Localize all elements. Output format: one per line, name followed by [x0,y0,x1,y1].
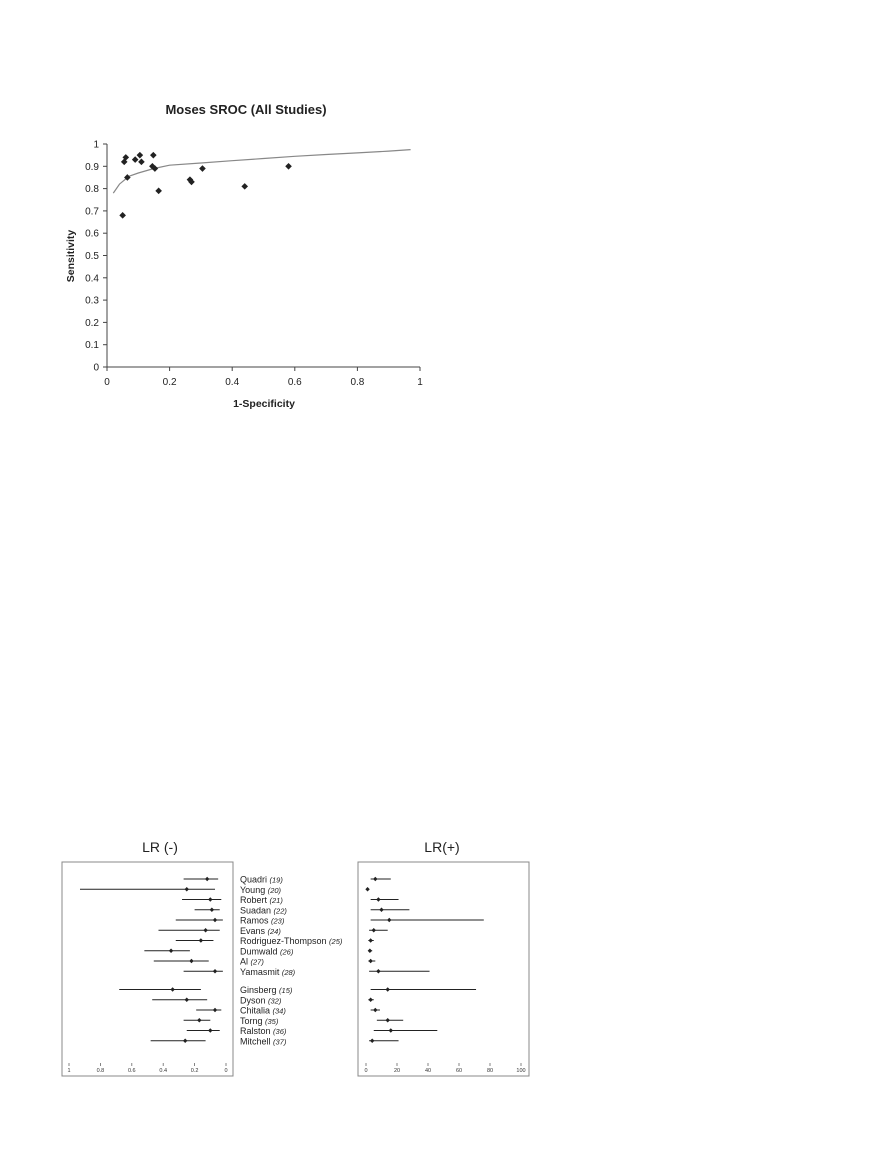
study-reference: (23) [271,916,285,926]
study-name: Ramos [240,915,272,926]
sroc-chart [65,102,423,410]
sroc-y-axis-label: Sensitivity [65,229,77,283]
lr-neg-tick-label: 0 [224,1068,228,1074]
y-tick-label: 0.4 [85,273,99,285]
study-name: Evans [240,925,268,936]
study-reference: (35) [265,1016,279,1026]
study-label [240,1006,286,1016]
lr-neg-tick-label: 0.4 [159,1068,168,1074]
y-tick-label: 0.9 [85,161,99,173]
study-label [240,875,283,885]
study-label [240,905,287,915]
y-tick-label: 0.3 [85,295,99,307]
y-tick-label: 0.8 [85,184,99,196]
lr-pos-tick-label: 40 [424,1068,432,1074]
lr-pos-tick-label: 20 [393,1068,401,1074]
study-name: Torng [240,1015,266,1026]
x-tick-label: 0.2 [162,377,177,388]
study-label [240,957,264,967]
lr-neg-tick-label: 0.8 [96,1068,105,1074]
data-point [285,163,292,170]
lr-pos-tick-label: 60 [455,1068,463,1074]
lr-pos-tick-label: 80 [486,1068,494,1074]
data-point [138,159,145,166]
study-label [240,967,296,977]
study-reference: (37) [273,1037,287,1047]
study-name: Chitalia [240,1005,273,1016]
study-label [240,1026,287,1036]
data-point [119,212,126,219]
data-point [155,188,162,195]
lr-neg-tick-label: 1 [67,1068,71,1074]
study-name: Rodriguez-Thompson [240,936,330,946]
x-tick-label: 0.6 [287,377,302,388]
x-tick-label: 0 [104,377,110,388]
lr-pos-tick-label: 0 [364,1068,368,1074]
lr-pos-panel [358,862,529,1076]
study-reference: (26) [280,947,294,957]
x-tick-label: 0.8 [350,377,365,388]
study-reference: (25) [329,937,343,946]
study-name: Ginsberg [240,985,280,995]
x-tick-label: 0.4 [225,377,240,388]
y-tick-label: 0.6 [85,228,99,240]
y-tick-label: 0.5 [85,251,99,262]
study-name: Ralston [240,1026,274,1036]
study-name: Quadri [240,874,270,885]
study-name: Dumwald [240,946,281,957]
study-name: Al [240,956,251,967]
study-name: Young [240,884,268,895]
study-label [240,1016,279,1026]
forest-plots [62,839,529,1076]
lr-neg-tick-label: 0.2 [190,1068,199,1074]
study-label [240,936,343,946]
y-tick-label: 0 [93,362,99,374]
study-label [240,946,294,956]
lr-pos-heading: LR(+) [424,839,460,855]
study-label [240,895,283,905]
y-tick-label: 0.1 [85,340,99,352]
study-reference: (27) [250,957,264,967]
study-reference: (36) [273,1027,287,1036]
study-reference: (20) [267,885,282,895]
study-name: Suadan [240,905,274,916]
study-reference: (28) [281,967,296,977]
lr-neg-heading: LR (-) [142,839,178,855]
sroc-x-axis-label: 1-Specificity [233,398,295,410]
y-tick-label: 0.2 [85,317,99,329]
study-reference: (21) [269,896,283,905]
sroc-title: Moses SROC (All Studies) [165,102,327,117]
study-reference: (24) [267,926,281,936]
study-label [240,885,282,895]
study-name: Mitchell [240,1036,274,1047]
data-point [241,183,248,190]
data-point [132,156,139,163]
study-reference: (34) [272,1006,286,1016]
sroc-fitted-curve [113,150,410,194]
x-tick-label: 1 [417,377,423,388]
study-label [240,916,285,926]
lr-neg-tick-label: 0.6 [127,1068,136,1074]
study-reference: (32) [268,996,282,1006]
lr-pos-tick-label: 100 [516,1068,526,1074]
data-point [199,165,206,172]
study-name: Robert [240,895,270,905]
study-reference: (19) [269,875,283,885]
y-tick-label: 0.7 [85,206,99,218]
study-name: Yamasmit [240,966,282,977]
data-point [137,152,144,159]
study-label [240,926,281,936]
study-label [240,985,293,995]
lr-neg-panel [62,862,233,1076]
study-reference: (22) [273,906,287,916]
study-label [240,1036,287,1046]
study-label [240,995,282,1005]
y-tick-label: 1 [93,139,99,151]
study-reference: (15) [279,986,293,995]
study-name: Dyson [240,995,269,1006]
data-point [150,152,157,159]
